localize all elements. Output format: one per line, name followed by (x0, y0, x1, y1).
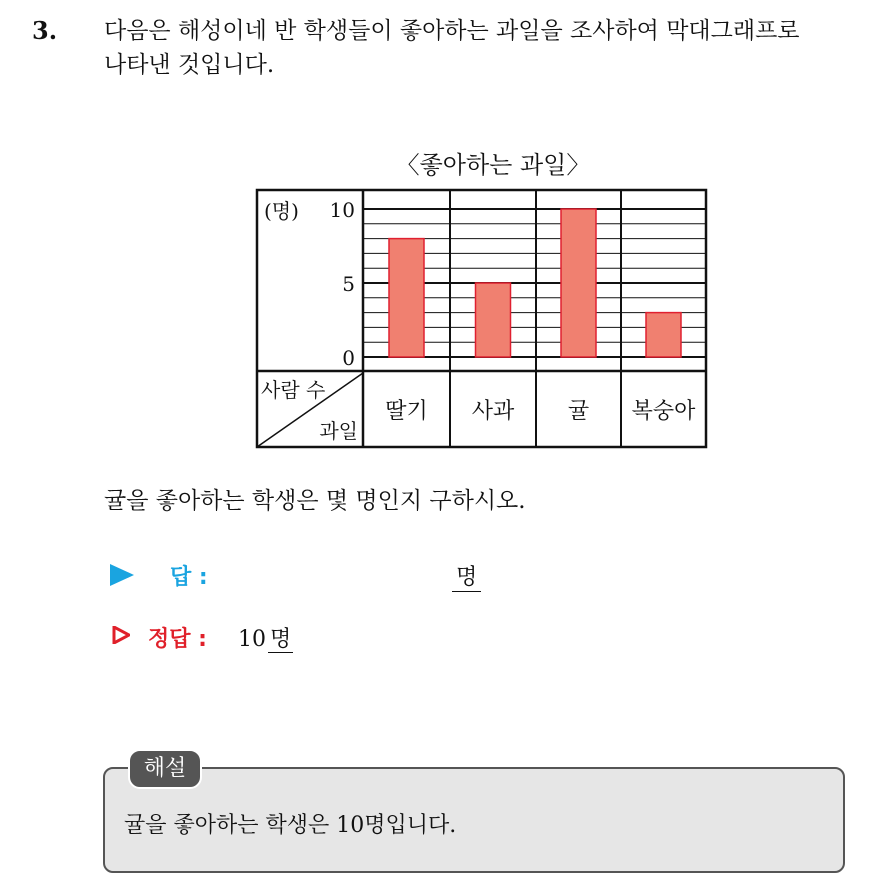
explanation-text: 귤을 좋아하는 학생은 10명입니다. (124, 813, 457, 838)
bar-복숭아 (646, 313, 681, 357)
answer-label: 답 : (170, 565, 208, 590)
y-tick-label: 0 (342, 346, 355, 370)
y-tick-label: 10 (329, 198, 355, 222)
explanation-tag: 해설 (128, 749, 202, 789)
question-number: 3. (32, 16, 58, 45)
answer-arrow-icon (110, 564, 134, 586)
category-label: 복숭아 (631, 399, 696, 424)
sub-question: 귤을 좋아하는 학생은 몇 명인지 구하시오. (104, 488, 526, 514)
bar-귤 (561, 209, 596, 357)
chart-title: 〈좋아하는 과일〉 (395, 151, 591, 179)
answer-input[interactable]: 명 (452, 560, 481, 592)
correct-answer-label: 정답 : (148, 627, 207, 652)
correct-answer-number: 10 (238, 627, 266, 652)
question-text-line-1: 다음은 해성이네 반 학생들이 좋아하는 과일을 조사하여 막대그래프로 (104, 18, 800, 44)
category-label: 사과 (471, 399, 515, 424)
question-text-line-2: 나타낸 것입니다. (104, 52, 275, 78)
correct-arrow-icon (112, 626, 130, 644)
corner-bottom-label: 과일 (319, 419, 358, 443)
y-unit-label: (명) (264, 199, 299, 223)
corner-top-label: 사람 수 (261, 378, 326, 402)
correct-answer-unit: 명 (270, 627, 292, 652)
category-label: 딸기 (385, 399, 428, 424)
bar-사과 (476, 283, 511, 357)
correct-answer-value (238, 622, 293, 653)
y-tick-label: 5 (342, 272, 355, 296)
bar-딸기 (389, 239, 424, 357)
category-label: 귤 (567, 399, 590, 424)
